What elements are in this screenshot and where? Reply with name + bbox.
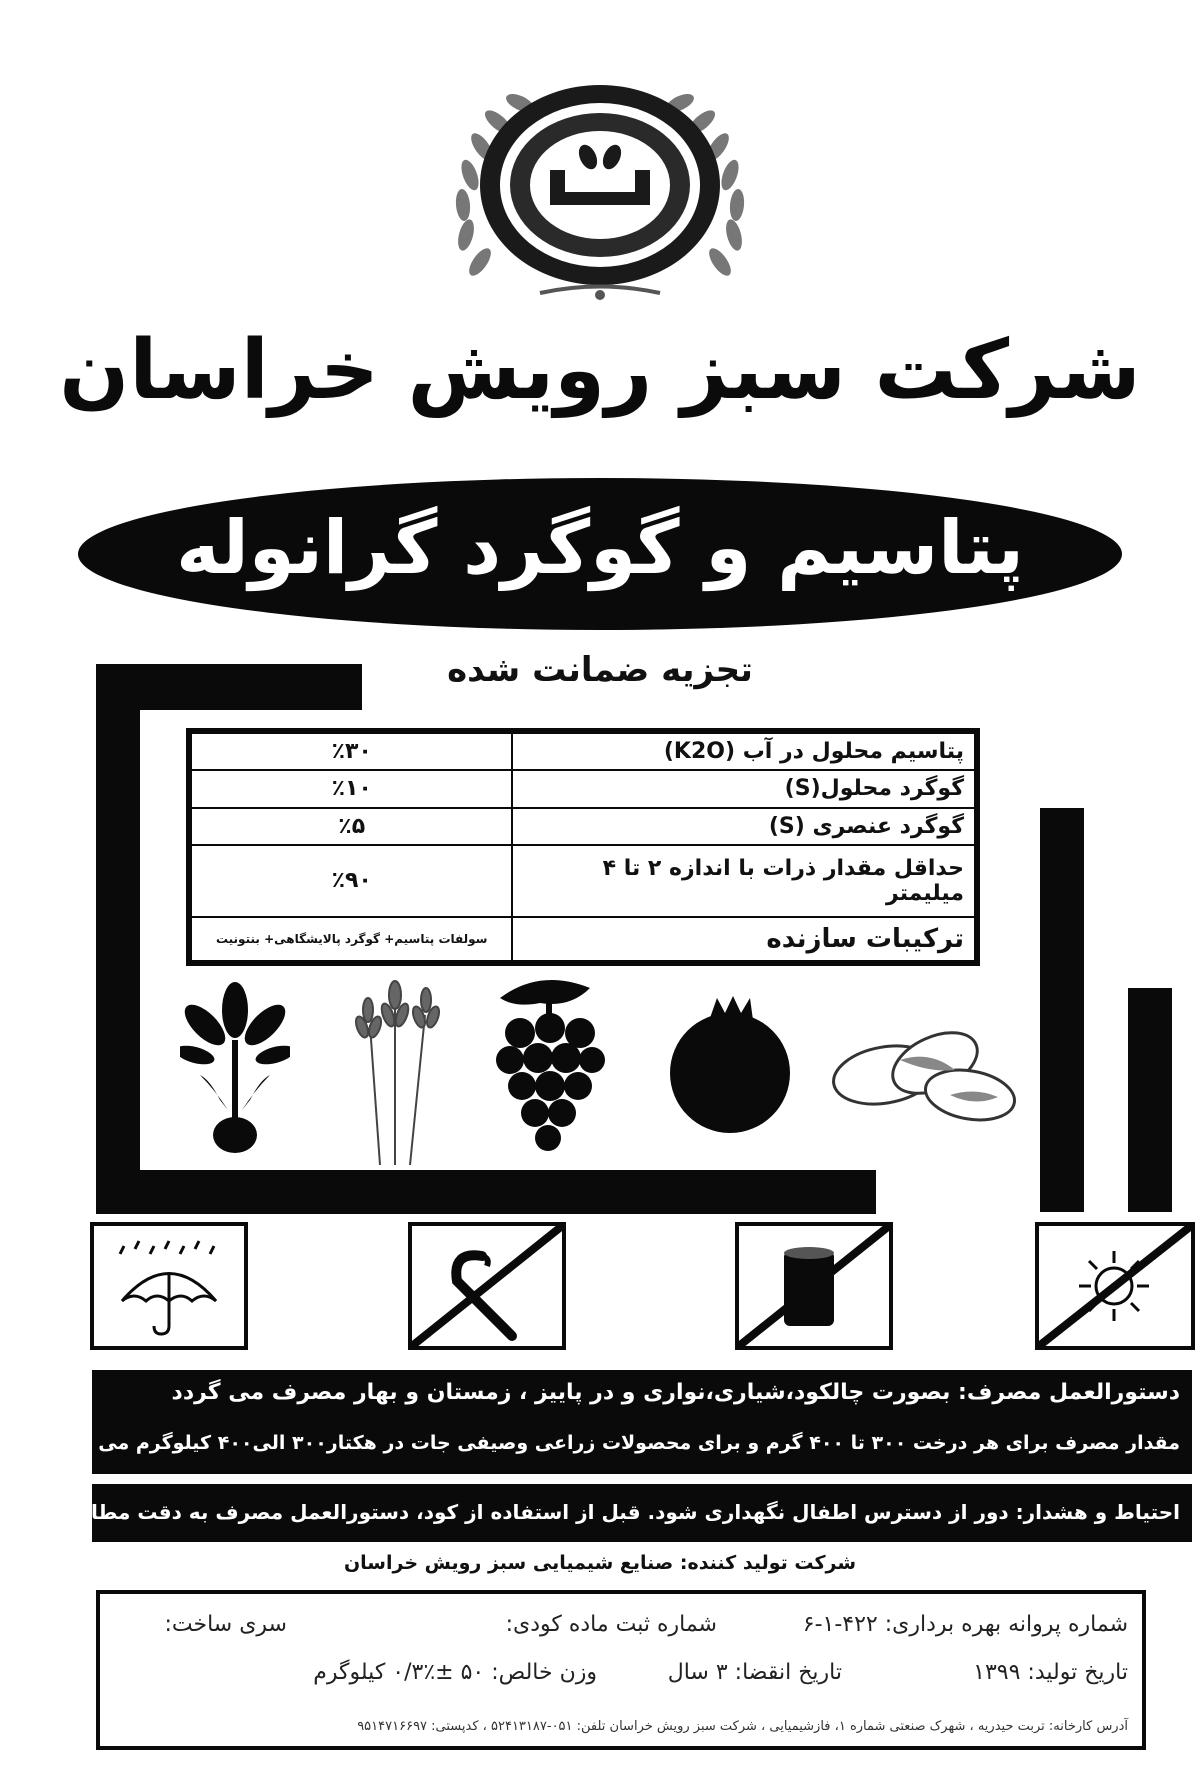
table-cell-label: گوگرد محلول(S): [512, 770, 975, 807]
warning-no-sunlight: [1035, 1222, 1195, 1350]
usage-line-2: مقدار مصرف برای هر درخت ۳۰۰ تا ۴۰۰ گرم و برای محصولات زراعی وصیفی جات در هکتار۳۰۰ الی۴۰۰ کیلوگرم می باشد: [47, 1432, 1180, 1454]
caution-line: احتیاط و هشدار: دور از دسترس اطفال نگهداری شود. قبل از استفاده از کود، دستورالعمل مصرف به دقت مطالعه شود.: [3, 1500, 1180, 1524]
saffron-icon: [180, 980, 290, 1160]
table-cell-label: حداقل مقدار ذرات با اندازه ۲ تا ۴ میلیمتر: [512, 845, 975, 917]
table-row: [191, 808, 975, 845]
batch-number: سری ساخت:: [164, 1612, 287, 1637]
no-hook-icon: [412, 1226, 562, 1346]
manufacturer: شرکت تولید کننده: صنایع شیمیایی سبز رویش خراسان: [343, 1552, 857, 1574]
frame-bottom-bar: [96, 1170, 876, 1214]
grape-icon: [480, 968, 620, 1168]
table-cell-value: ٪۳۰: [191, 733, 512, 770]
caution-notice: [3, 1484, 1192, 1542]
warning-keep-dry: [90, 1222, 248, 1350]
table-cell-value: سولفات پتاسیم+ گوگرد پالایشگاهی+ بنتونیت: [191, 917, 512, 961]
warning-no-hooks: [408, 1222, 566, 1350]
license-number: شماره پروانه بهره برداری: ۴۲۲-۱-۶: [802, 1612, 1128, 1637]
table-row: [191, 770, 975, 807]
table-cell-value: ٪۵: [191, 808, 512, 845]
frame-right-bar-tall: [1040, 808, 1084, 1212]
analysis-table: [186, 728, 980, 966]
wheat-icon: [340, 965, 450, 1165]
no-sunlight-icon: [1039, 1226, 1191, 1346]
pistachio-icon: [830, 1015, 1020, 1135]
usage-instructions: [47, 1370, 1192, 1474]
product-info-box: [96, 1590, 1146, 1750]
table-cell-label: گوگرد عنصری (S): [512, 808, 975, 845]
frame-left-bar: [96, 664, 140, 1194]
no-tin-can-icon: [739, 1226, 889, 1346]
company-logo-icon: [430, 55, 770, 315]
warning-no-tin: [735, 1222, 893, 1350]
frame-right-bar-short: [1128, 988, 1172, 1212]
pomegranate-icon: [655, 988, 805, 1138]
table-cell-label: پتاسیم محلول در آب (K2O): [512, 733, 975, 770]
company-name: شرکت سبز رویش خراسان: [59, 323, 1141, 418]
product-name: پتاسیم و گوگرد گرانوله: [176, 505, 1024, 591]
table-cell-label: ترکیبات سازنده: [512, 917, 975, 961]
usage-line-1: دستورالعمل مصرف: بصورت چالکود،شیاری،نواری و در پاییز ، زمستان و بهار مصرف می گردد: [171, 1380, 1180, 1405]
table-row: [191, 845, 975, 917]
net-weight: وزن خالص: ۵۰ ±٪۰/۳ کیلوگرم: [313, 1660, 597, 1685]
expiry-period: تاریخ انقضا: ۳ سال: [667, 1660, 842, 1685]
registration-number: شماره ثبت ماده کودی:: [505, 1612, 717, 1637]
keep-dry-icon: [94, 1226, 244, 1346]
factory-address: آدرس کارخانه: تربت حیدریه ، شهرک صنعتی شماره ۱، فازشیمیایی ، شرکت سبز رویش خراسان تلفن: ۰۵۱-۵۲۴۱۳۱۸۷ ، کدپستی: ۹۵۱۴۷۱۶۶۹۷: [357, 1719, 1128, 1734]
table-row: [191, 733, 975, 770]
table-row: [191, 917, 975, 961]
table-cell-value: ٪۹۰: [191, 845, 512, 917]
production-date: تاریخ تولید: ۱۳۹۹: [973, 1660, 1128, 1685]
analysis-title: تجزیه ضمانت شده: [447, 650, 753, 690]
table-cell-value: ٪۱۰: [191, 770, 512, 807]
